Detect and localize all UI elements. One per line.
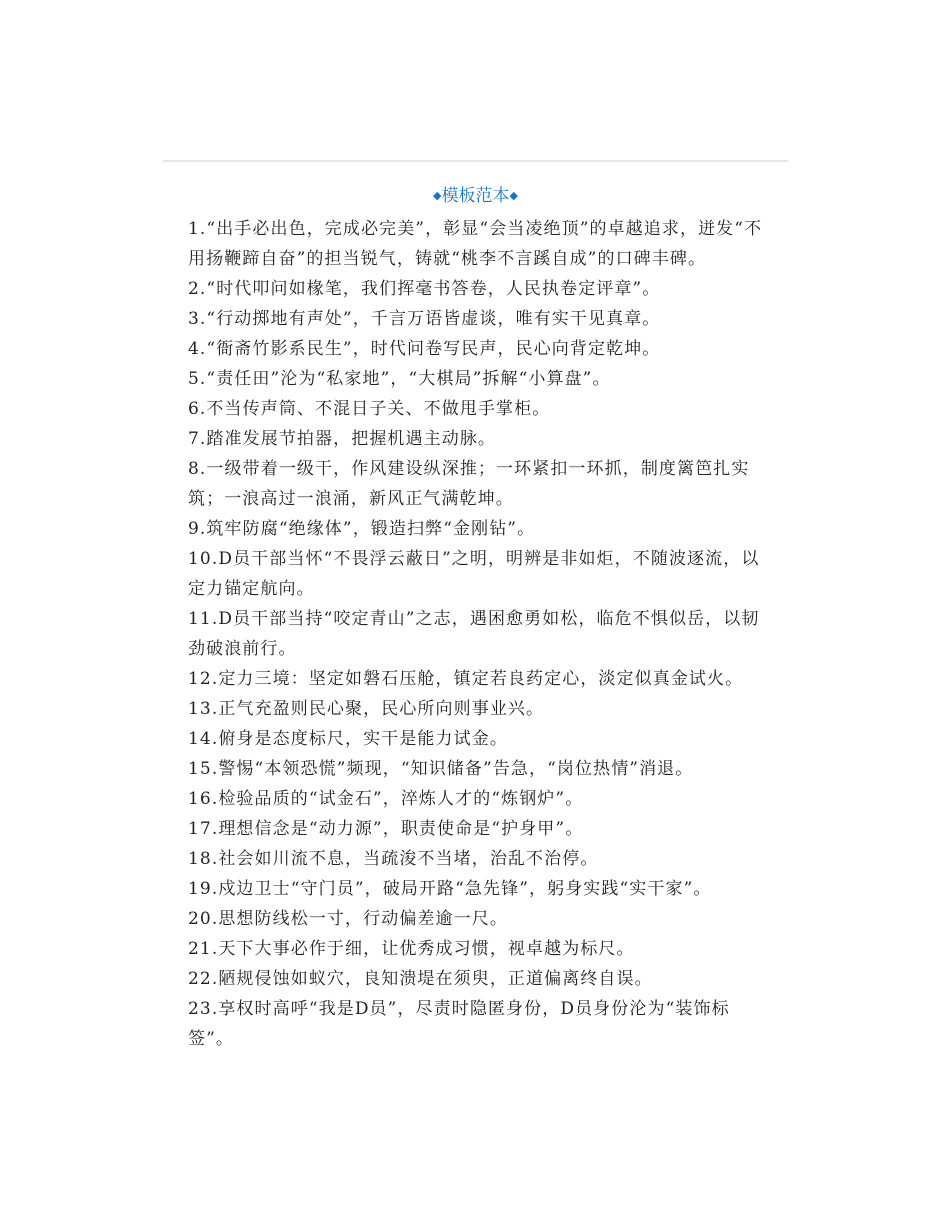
list-item-14: 14.俯身是态度标尺，实干是能力试金。 bbox=[188, 729, 508, 749]
list-item-16: 16.检验品质的“试金石”，淬炼人才的“炼钢炉”。 bbox=[188, 789, 584, 809]
list-item-7: 7.踏准发展节拍器，把握机遇主动脉。 bbox=[188, 429, 497, 449]
list-item-3: 3.“行动掷地有声处”，千言万语皆虚谈，唯有实干见真章。 bbox=[188, 309, 661, 329]
list-item-19: 19.戍边卫士“守门员”，破局开路“急先锋”，躬身实践“实干家”。 bbox=[188, 879, 712, 899]
section-title: 模板范本 bbox=[441, 186, 510, 206]
list-item-17: 17.理想信念是“动力源”，职责使命是“护身甲”。 bbox=[188, 819, 584, 839]
list-item-20: 20.思想防线松一寸，行动偏差逾一尺。 bbox=[188, 909, 508, 929]
section-heading bbox=[163, 184, 788, 208]
list-item-11: 11.D员干部当持“咬定青山”之志，遇困愈勇如松，临危不惧似岳，以韧劲破浪前行。 bbox=[188, 609, 760, 659]
list-item-12: 12.定力三境：坚定如磐石压舱，镇定若良药定心，淡定似真金试火。 bbox=[188, 669, 744, 689]
list-item-22: 22.陋规侵蚀如蚁穴，良知溃堤在须臾，正道偏离终自误。 bbox=[188, 969, 653, 989]
list-item-18: 18.社会如川流不息，当疏浚不当堵，治乱不治停。 bbox=[188, 849, 599, 869]
list-item-6: 6.不当传声筒、不混日子关、不做甩手掌柜。 bbox=[188, 399, 551, 419]
diamond-right-icon: ◆ bbox=[509, 189, 518, 202]
list-item-15: 15.警惕“本领恐慌”频现，“知识储备”告急，“岗位热情”消退。 bbox=[188, 759, 694, 779]
list-item-1: 1.“出手必出色，完成必完美”，彰显“会当凌绝顶”的卓越追求，迸发“不用扬鞭蹄自奋”的担当锐气，铸就“桃李不言蹊自成”的口碑丰碑。 bbox=[188, 219, 763, 269]
list-item-2: 2.“时代叩问如椽笔，我们挥毫书答卷，人民执卷定评章”。 bbox=[188, 279, 661, 299]
list-item-8: 8.一级带着一级干，作风建设纵深推；一环紧扣一环抓，制度篱笆扎实筑；一浪高过一浪涌，新风正气满乾坤。 bbox=[188, 459, 750, 509]
list-item-21: 21.天下大事必作于细，让优秀成习惯，视卓越为标尺。 bbox=[188, 939, 635, 959]
list-item-9: 9.筑牢防腐“绝缘体”，锻造扫弊“金刚钻”。 bbox=[188, 519, 536, 539]
list-item-23: 23.享权时高呼“我是D员”，尽责时隐匿身份，D员身份沦为“装饰标签”。 bbox=[188, 999, 730, 1049]
list-item-5: 5.“责任田”沦为“私家地”，“大棋局”拆解“小算盘”。 bbox=[188, 369, 611, 389]
diamond-left-icon: ◆ bbox=[433, 189, 442, 202]
list-item-13: 13.正气充盈则民心聚，民心所向则事业兴。 bbox=[188, 699, 545, 719]
top-divider bbox=[163, 160, 788, 162]
template-list bbox=[188, 214, 768, 1054]
list-item-4: 4.“衙斋竹影系民生”，时代问卷写民声，民心向背定乾坤。 bbox=[188, 339, 661, 359]
list-item-10: 10.D员干部当怀“不畏浮云蔽日”之明，明辨是非如炬，不随波逐流，以定力锚定航向。 bbox=[188, 549, 760, 599]
